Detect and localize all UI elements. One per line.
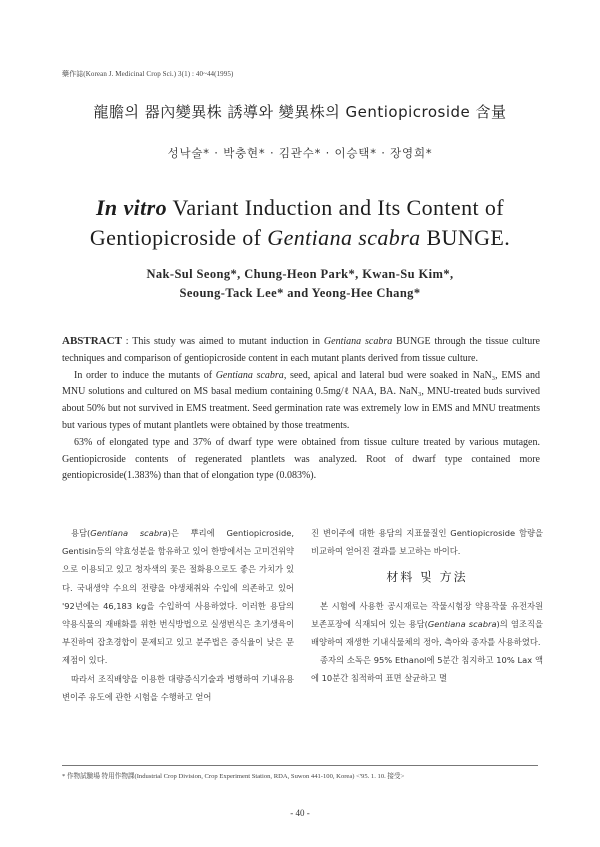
abstract-text: , seed, apical and lateral bud were soaked in NaN₃, EMS and MNU solutions and cultured on MS basal medium containing 0.5mg/ℓ NAA, BA. NaN₃, MNU-treated buds survived about 50% but not survived in EMS treatment. Seed germination rate was extremely low in EMS and MNU treatments but various types of mutant plantlets were obtained by those treatments.: [62, 369, 540, 431]
body-text: )의 염조직을 배양하여 재생한 기내식물체의 정아, 측아와 종자를 사용하였다.: [311, 618, 543, 648]
abstract-text: BUNGE through the tissue culture techniques and comparison of gentiopicroside content in each mutant plants derived from tissue culture.: [62, 336, 540, 364]
body-text: 용담(: [71, 528, 91, 538]
intro-paragraph-continued: 진 변이주에 대한 용담의 지표물질인 Gentiopicroside 함량을 비교하여 얻어진 결과를 보고하는 바이다.: [311, 528, 543, 557]
title-italic-term: In vitro: [95, 195, 168, 220]
abstract-paragraph-3: 63% of elongated type and 37% of dwarf type were obtained from tissue culture treated by various mutagen. Gentiopicroside contents of regenerated plantlets was analyzed. Root of dwarf type contained more gentiopicroside(1.383%) than that of elongation type (0.083%).: [62, 436, 540, 482]
body-text: )은 뿌리에 Gentiopicroside, Gentisin등의 약효성분을 함유하고 있어 한방에서는 고미건위약으로 이용되고 있고 청자색의 꽃은 절화용으로도 좋은 가치가 있다. 국내생약 수요의 전량을 야생채취와 수입에 의존하고 있어 '92년에는 46,183 kg을 수입하여 사용하였다. 이러한 용담의 약용식물의 재배화를 위한 번식방법으로 실생번식은 초기생육이 부진하여 잡초경합이 문제되고 있고 분주법은 증식율이 낮은 문제점이 있다.: [62, 528, 294, 666]
species-name: Gentiana scabra: [90, 528, 168, 538]
title-line-2-end: BUNGE.: [420, 225, 511, 250]
intro-paragraph-2: 따라서 조직배양을 이용한 대량증식기술과 병행하여 기내유용변이주 유도에 관한 시험을 수행하고 얻어: [62, 673, 294, 702]
species-name: Gentiana scabra: [323, 336, 393, 347]
abstract-text: In order to induce the mutants of: [74, 369, 216, 381]
species-name: Gentiana scabra: [427, 618, 497, 629]
english-title: [0, 193, 600, 253]
page-number: - 40 -: [290, 808, 310, 818]
abstract-label: ABSTRACT: [62, 335, 122, 347]
section-title-materials-methods: 材料 및 方法: [386, 570, 468, 585]
english-title-line-2: [0, 223, 600, 253]
methods-paragraph-1: [311, 597, 543, 652]
intro-paragraph-1: [62, 524, 294, 670]
abstract-paragraph-2: [62, 368, 540, 435]
english-authors-line-2: Seoung-Tack Lee* and Yeong-Hee Chang*: [179, 286, 421, 300]
body-right-column: [311, 524, 543, 688]
body-text: 본 시험에 사용한 공시재료는 작물시험장 약용작물 유전자원 보존포장에 식재되어 있는 용담(: [311, 600, 543, 629]
title-line-2-start: Gentiopicroside of: [89, 225, 268, 250]
affiliation-footnote: * 作物試驗場 特用作物課(Industrial Crop Division, Crop Experiment Station, RDA, Suwon 441-100, Korea) <'95. 1. 10. 接受>: [62, 773, 405, 780]
english-title-line-1: [96, 195, 504, 220]
species-name: Gentiana scabra: [215, 369, 284, 381]
title-species-name: Gentiana scabra: [267, 225, 421, 250]
journal-citation: 藥作誌(Korean J. Medicinal Crop Sci.) 3(1) : 40~44(1995): [62, 70, 234, 78]
abstract-text: : This study was aimed to mutant induction in: [121, 336, 324, 347]
korean-authors: 성낙술* · 박충현* · 김관수* · 이승택* · 장영희*: [167, 146, 433, 160]
body-left-column: [62, 524, 294, 706]
english-authors: [0, 265, 600, 303]
korean-title: 龍膽의 器內變異株 誘導와 變異株의 Gentiopicroside 含量: [93, 103, 507, 121]
abstract: [62, 333, 540, 485]
footnote-divider: [62, 765, 538, 766]
methods-paragraph-2: 종자의 소독은 95% Ethanol에 5분간 침지하고 10% Lax 액에 10분간 침적하여 표면 살균하고 멸: [311, 655, 543, 684]
title-line-1-text: Variant Induction and Its Content of: [167, 195, 505, 220]
abstract-paragraph-1: [62, 333, 540, 368]
english-authors-line-1: Nak-Sul Seong*, Chung-Heon Park*, Kwan-Su Kim*,: [146, 267, 454, 281]
